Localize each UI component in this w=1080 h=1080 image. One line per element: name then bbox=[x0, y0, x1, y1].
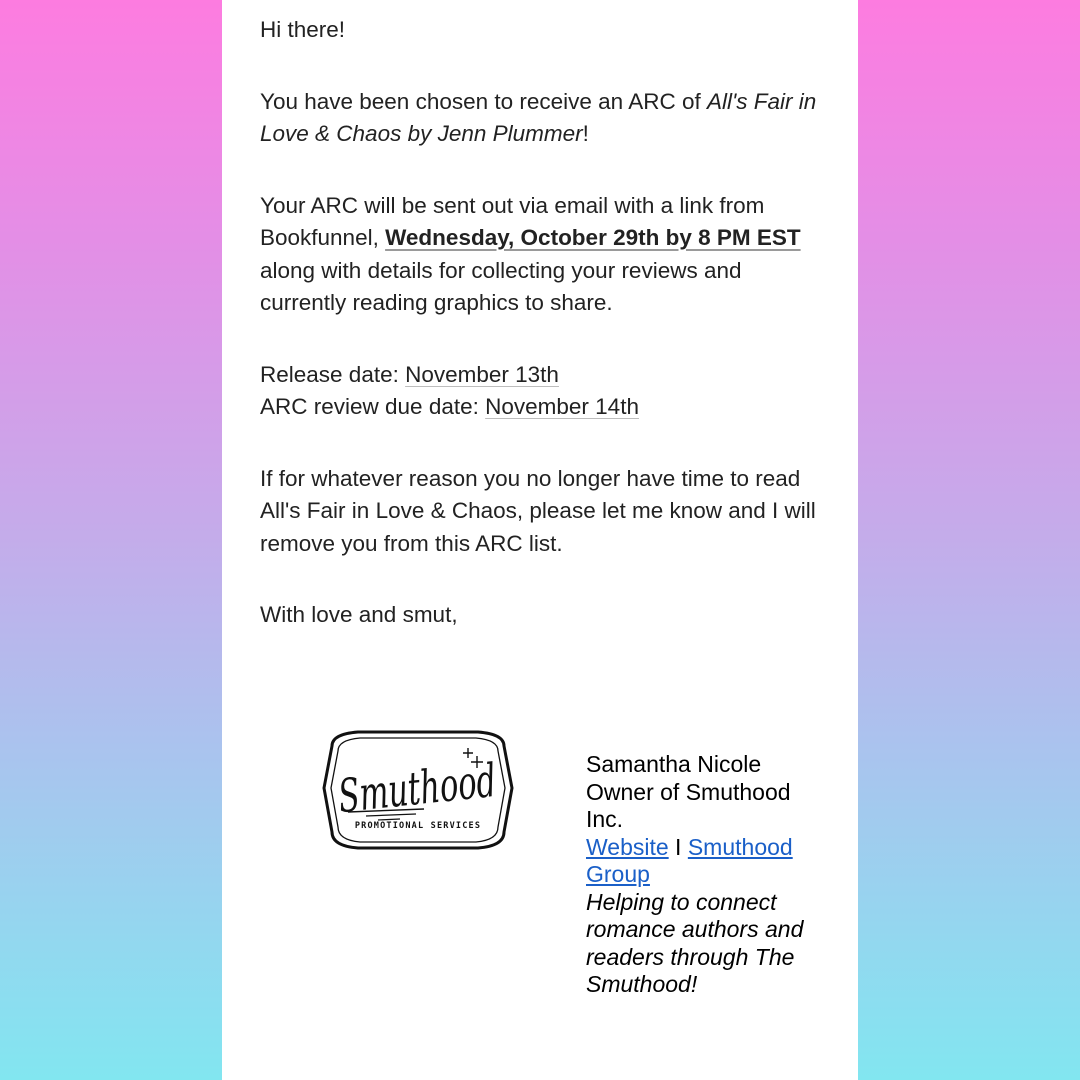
removal-paragraph: If for whatever reason you no longer have time to read All's Fair in Love & Chaos, please let me know and I will remove you from this ARC list. bbox=[260, 465, 816, 556]
dates-paragraph bbox=[260, 359, 820, 424]
closing: With love and smut, bbox=[260, 602, 458, 627]
chosen-exclaim: ! bbox=[582, 121, 589, 146]
greeting: Hi there! bbox=[260, 17, 346, 42]
tagline: Helping to connect romance authors and readers through The Smuthood! bbox=[586, 888, 804, 997]
release-date-link[interactable]: November 13th bbox=[405, 361, 559, 387]
book-title: All's Fair in Love & Chaos by Jenn Plummer bbox=[260, 88, 817, 146]
chosen-text: You have been chosen to receive an ARC of bbox=[260, 88, 707, 114]
signer-name: Samantha Nicole bbox=[586, 751, 762, 777]
logo-wordmark: Smuthood bbox=[335, 744, 578, 824]
release-label: Release date: bbox=[260, 361, 406, 387]
arc-text-post: along with details for collecting your reviews and currently reading graphics to share. bbox=[260, 257, 742, 315]
signer-role: Owner of Smuthood Inc. bbox=[586, 778, 791, 832]
email-signature bbox=[586, 751, 818, 999]
email-card bbox=[222, 0, 858, 1080]
website-link[interactable]: Website bbox=[586, 833, 669, 860]
arc-paragraph bbox=[260, 190, 820, 320]
signature-links bbox=[586, 834, 818, 889]
link-separator: I bbox=[668, 833, 688, 860]
smuthood-logo bbox=[318, 726, 578, 854]
email-body bbox=[260, 14, 820, 671]
smuthood-group-link[interactable]: Smuthood Group bbox=[586, 833, 793, 887]
due-date-link[interactable]: November 14th bbox=[485, 394, 639, 419]
chosen-paragraph bbox=[260, 86, 820, 151]
arc-text-pre: Your ARC will be sent out via email with a link from Bookfunnel, bbox=[260, 192, 765, 250]
logo-subtitle: PROMOTIONAL SERVICES bbox=[354, 821, 482, 831]
due-label: ARC review due date: bbox=[260, 394, 486, 419]
arc-deadline-link[interactable]: Wednesday, October 29th by 8 PM EST bbox=[385, 225, 801, 250]
